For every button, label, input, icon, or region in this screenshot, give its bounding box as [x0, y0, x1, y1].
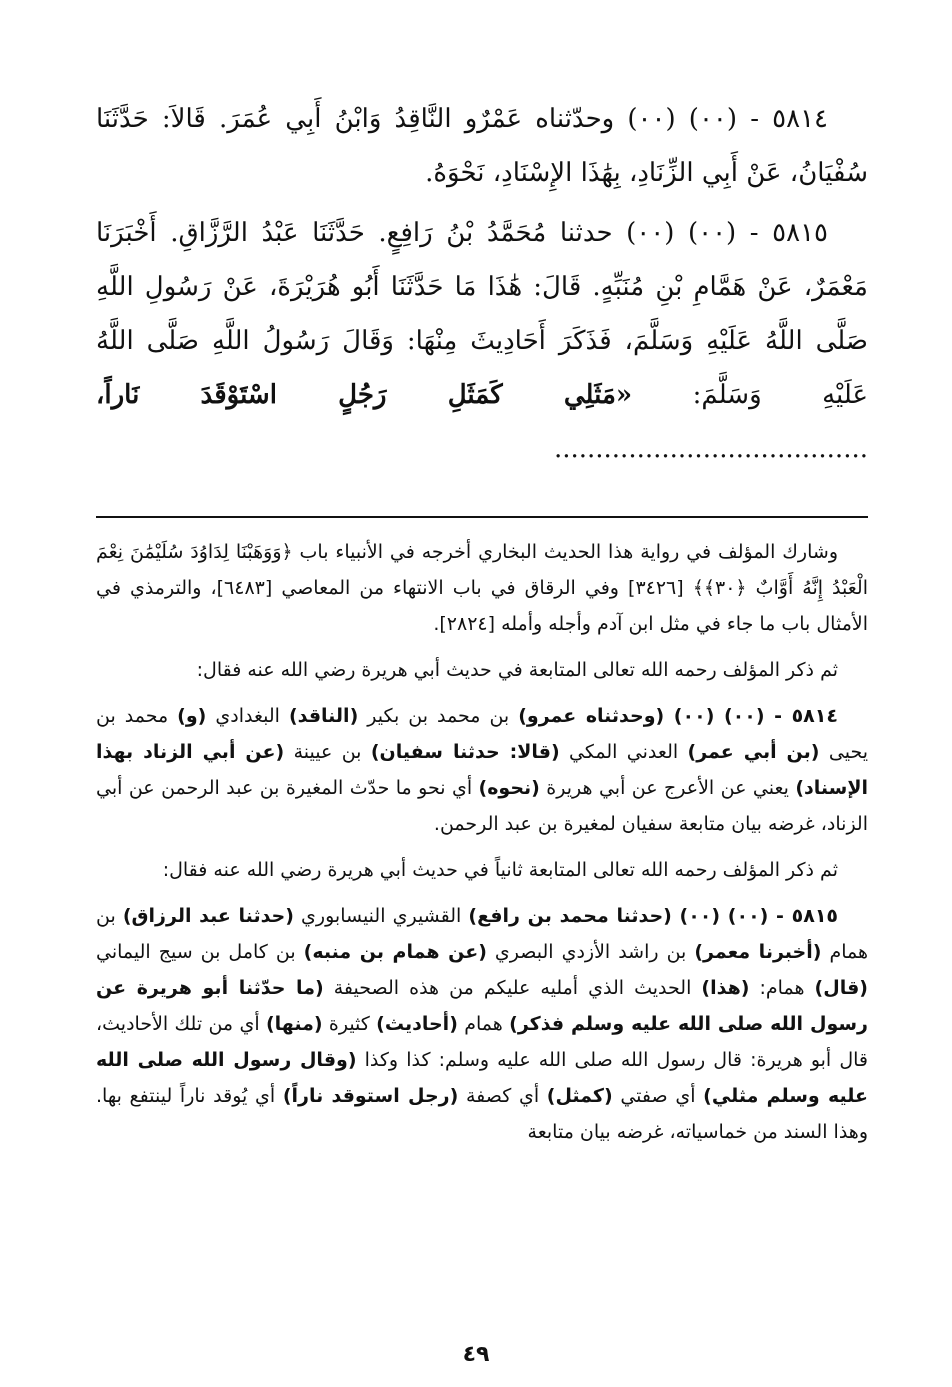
commentary-intro-2: ثم ذكر المؤلف رحمه الله تعالى المتابعة ثانياً في حديث أبي هريرة رضي الله عنه فقال:	[162, 859, 838, 881]
commentary-takhrij: وشارك المؤلف في رواية هذا الحديث البخاري أخرجه في الأنبياء باب ﴿وَوَهَبْنَا لِدَاوُدَ سُلَيْمَٰنَ نِعْمَ الْعَبْدُ إِنَّهُ أَوَّابٌ ﴿٣٠﴾﴾ [٣٤٢٦] وفي الرقاق في باب الانتهاء من المعاصي [٦٤٨٣]، والترمذي في الأمثال باب ما جاء في مثل ابن آدم وأجله وأمله [٢٨٢٤].	[96, 541, 869, 635]
page-number: ٤٩	[462, 1342, 490, 1367]
commentary-sharh-5815: ٥٨١٥ - (٠٠) (٠٠) (حدثنا محمد بن رافع) القشيري النيسابوري (حدثنا عبد الرزاق) بن همام (أخبرنا معمر) بن راشد الأزدي البصري (عن همام بن منبه) بن كامل بن سيج اليماني (قال) همام: (هذا) الحديث الذي أمليه عليكم من هذه الصحيفة (ما حدّثنا أبو هريرة عن رسول الله صلى الله عليه وسلم فذكر) همام (أحاديث) كثيرة (منها) أي من تلك الأحاديث، قال أبو هريرة: قال رسول الله صلى الله عليه وسلم: كذا وكذا (وقال رسول الله صلى الله عليه وسلم مثلي) أي صفتي (كمثل) أي كصفة (رجل استوقد ناراً) أي يُوقد ناراً لينتفع بها. وهذا السند من خماسياته، غرضه بيان متابعة	[96, 905, 869, 1143]
commentary-sharh-5814: ٥٨١٤ - (٠٠) (٠٠) (وحدثناه عمرو) بن محمد بن بكير (الناقد) البغدادي (و) محمد بن يحيى (بن أبي عمر) العدني المكي (قالا: حدثنا سفيان) بن عيينة (عن أبي الزناد بهذا الإسناد) يعني عن الأعرج عن أبي هريرة (نحوه) أي نحو ما حدّث المغيرة بن عبد الرحمن عن أبي الزناد، غرضه بيان متابعة سفيان لمغيرة بن عبد الرحمن.	[96, 705, 868, 835]
hadith-text: وحدّثناه عَمْرٌو النَّاقِدُ وَابْنُ أَبِي عُمَرَ. قَالاَ: حَدَّثَنَا سُفْيَانُ، عَنْ أَبِي الزِّنَادِ، بِهَٰذَا الإِسْنَادِ، نَحْوَهُ.	[96, 104, 868, 188]
book-page	[96, 92, 868, 1347]
hadith-refs: (٠٠) (٠٠)	[626, 218, 737, 248]
hadith-number: ٥٨١٤	[772, 104, 828, 134]
hadith-5814: ٥٨١٤ - (٠٠) (٠٠) وحدّثناه عَمْرٌو النَّاقِدُ وَابْنُ أَبِي عُمَرَ. قَالاَ: حَدَّثَنَا سُفْيَانُ، عَنْ أَبِي الزِّنَادِ، بِهَٰذَا الإِسْنَادِ، نَحْوَهُ.	[96, 104, 868, 188]
hadith-number: ٥٨١٥	[772, 218, 828, 248]
hadith-5815: ٥٨١٥ - (٠٠) (٠٠) حدثنا مُحَمَّدُ بْنُ رَافِعٍ. حَدَّثَنَا عَبْدُ الرَّزَّاقِ. أَخْبَرَنَا مَعْمَرٌ، عَنْ هَمَّامِ بْنِ مُنَبِّهٍ. قَالَ: هَٰذَا مَا حَدَّثَنَا أَبُو هُرَيْرَةَ، عَنْ رَسُولِ اللَّهِ صَلَّى اللَّهُ عَلَيْهِ وَسَلَّمَ، فَذَكَرَ أَحَادِيثَ مِنْهَا: وَقَالَ رَسُولُ اللَّهِ صَلَّى اللَّهُ عَلَيْهِ وَسَلَّمَ: «مَثَلِي كَمَثَلِ رَجُلٍ اسْتَوْقَدَ نَاراً، ......................................	[96, 218, 869, 464]
hadith-dots: ......................................	[553, 434, 868, 464]
hadith-refs: (٠٠) (٠٠)	[627, 104, 738, 134]
commentary-intro-1: ثم ذكر المؤلف رحمه الله تعالى المتابعة في حديث أبي هريرة رضي الله عنه فقال:	[196, 659, 838, 681]
footnote-divider	[96, 516, 868, 518]
hadith-matn: «مَثَلِي كَمَثَلِ رَجُلٍ اسْتَوْقَدَ نَاراً،	[96, 380, 633, 410]
hadith-text: حدثنا مُحَمَّدُ بْنُ رَافِعٍ. حَدَّثَنَا عَبْدُ الرَّزَّاقِ. أَخْبَرَنَا مَعْمَرٌ، عَنْ هَمَّامِ بْنِ مُنَبِّهٍ. قَالَ: هَٰذَا مَا حَدَّثَنَا أَبُو هُرَيْرَةَ، عَنْ رَسُولِ اللَّهِ صَلَّى اللَّهُ عَلَيْهِ وَسَلَّمَ، فَذَكَرَ أَحَادِيثَ مِنْهَا: وَقَالَ رَسُولُ اللَّهِ صَلَّى اللَّهُ عَلَيْهِ وَسَلَّمَ:	[96, 218, 869, 410]
